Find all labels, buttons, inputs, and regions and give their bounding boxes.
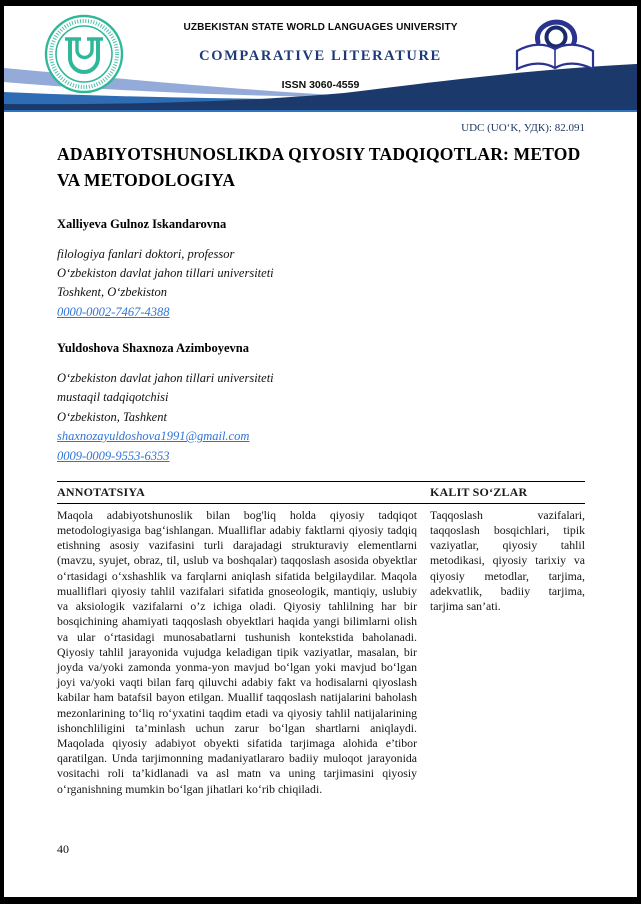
journal-issn: ISSN 3060-4559 bbox=[281, 79, 360, 91]
university-name: UZBEKISTAN STATE WORLD LANGUAGES UNIVERSITY bbox=[183, 21, 458, 33]
annotation-text: Maqola adabiyotshunoslik bilan bog'liq holda qiyosiy tadqiqot metodologiyasiga bag‘ishlangan. Mualliflar adabiy faktlarni qiyosiy tadqiq etishning asosiy vazifasini turli darajadagi strukturaviy elementlarni (mavzu, syujet, obraz, til, uslub va boshqalar) taqqoslash asosida obyektlar o‘rtasidagi o‘xshashlik va farqlarni aniqlash sifatida belgilaydilar. Maqola mualliflari qiyosiy tahlil vazifalari sifatida gnoseologik, mantiqiy, uslubiy va aksiologik vazifalarni o’z ichiga oladi. Qiyosiy tahlilning har bir bosqichining ahamiyati taqqoslash obyektlari haqida yangi bilimlarni olish va ular o‘rtasidagi munosabatlarni tushunish kontekstida baholanadi. Qiyosiy tahlil jarayonida vujudga keladigan tipik vaziyatlar, masalan, bir joyda va/yoki zamonda yonma-yon mavjud bo‘lgan yoki mavjud bo‘lgan joyi va/yoki vaqti bilan farq qiluvchi adabiy fakt va hodisalarni qiyoslash kabilar ham batafsil bayon etilgan. Muallif taqqoslash natijalarini baholash mezonlarining to‘liq ro‘yxatini taqdim etadi va qiyosiy tahlil natijalarining ishonchliligini ta’minlash uchun zarur bo‘lgan shartlarni aniqlaydi. Maqolada qiyosiy adabiyot obyekti sifatida tarjimaga alohida e’tibor qaratilgan. Unda tarjimonning madaniyatlararo badiiy muloqot jarayonida vositachi roli ta’kidlanadi va asl matn va uning tarjimasini qiyosiy o‘rganishning mumkin bo‘lgan jihatlari ko‘rib chiqiladi. bbox=[57, 507, 417, 796]
article-content bbox=[4, 112, 637, 797]
author-1-affiliation bbox=[57, 245, 585, 323]
author-1-name: Xalliyeva Gulnoz Iskandarovna bbox=[57, 216, 227, 231]
page-sheet bbox=[4, 6, 637, 897]
author-1-degree: filologiya fanlari doktori, professor bbox=[57, 246, 235, 261]
annotation-heading: ANNOTATSIYA bbox=[57, 484, 145, 499]
annotation-table-header-row bbox=[57, 482, 585, 504]
author-1-university: O‘zbekiston davlat jahon tillari universiteti bbox=[57, 265, 274, 280]
author-2-university: O‘zbekiston davlat jahon tillari universiteti bbox=[57, 371, 274, 385]
udc-code: UDC (UOʻK, УДК): 82.091 bbox=[461, 122, 585, 134]
article-title: ADABIYOTSHUNOSLIKDA QIYOSIY TADQIQOTLAR: METOD VA METODOLOGIYA bbox=[57, 144, 581, 191]
author-2-email-link[interactable]: shaxnozayuldoshova1991@gmail.com bbox=[57, 429, 250, 444]
page-number: 40 bbox=[57, 842, 69, 856]
author-1-orcid-link[interactable]: 0000-0002-7467-4388 bbox=[57, 304, 170, 319]
author-2-name: Yuldoshova Shaxnoza Azimboyevna bbox=[57, 341, 249, 355]
journal-header bbox=[4, 6, 637, 112]
annotation-table bbox=[57, 481, 585, 797]
keywords-text: Taqqoslash vazifalari, taqqoslash bosqichlari, tipik vaziyatlar, qiyosiy tahlil metodikasi, qiyosiy tarixiy va qiyosiy metodlar, tarjima, adekvatlik, badiiy tarjima, tarjima san’ati. bbox=[430, 507, 585, 614]
author-1-city: Toshkent, O‘zbekiston bbox=[57, 285, 167, 300]
author-2-orcid-link[interactable]: 0009-0009-9553-6353 bbox=[57, 448, 170, 463]
journal-title: COMPARATIVE LITERATURE bbox=[199, 48, 442, 64]
author-2-city: O‘zbekiston, Tashkent bbox=[57, 409, 167, 424]
author-2-role: mustaqil tadqiqotchisi bbox=[57, 390, 169, 405]
annotation-table-body-row bbox=[57, 504, 585, 797]
keywords-heading: KALIT SO‘ZLAR bbox=[430, 484, 528, 499]
author-2-affiliation bbox=[57, 369, 585, 466]
